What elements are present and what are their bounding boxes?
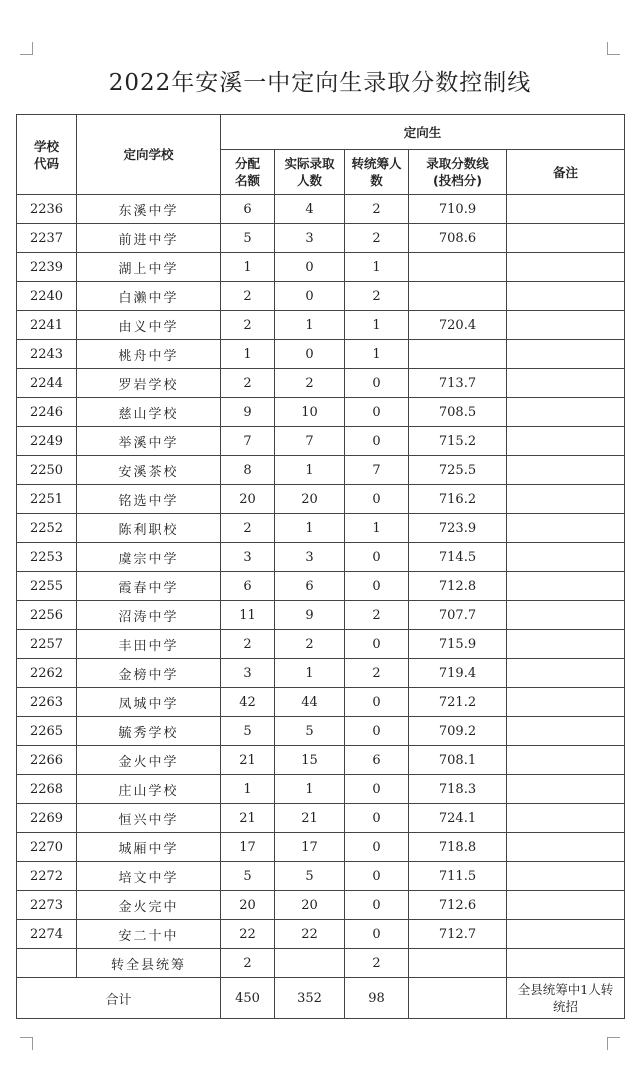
- cell-score: 711.5: [409, 862, 507, 891]
- cell-code: 2239: [17, 253, 77, 282]
- cell-quota: 2: [221, 514, 275, 543]
- cell-code: 2246: [17, 398, 77, 427]
- cell-code: 2236: [17, 195, 77, 224]
- cell-quota: 9: [221, 398, 275, 427]
- cell-remark: [507, 891, 625, 920]
- cell-score: 716.2: [409, 485, 507, 514]
- cell-transfer: 2: [345, 282, 409, 311]
- cell-code: 2262: [17, 659, 77, 688]
- cell-remark: [507, 775, 625, 804]
- cell-school: 铭选中学: [77, 485, 221, 514]
- header-group: 定向生: [221, 115, 625, 150]
- cell-transfer: 0: [345, 891, 409, 920]
- cell-quota: 1: [221, 253, 275, 282]
- cell-admitted: 1: [275, 659, 345, 688]
- cell-quota: 22: [221, 920, 275, 949]
- cell-transfer: 0: [345, 862, 409, 891]
- cell-remark: [507, 920, 625, 949]
- cell-admitted: 20: [275, 485, 345, 514]
- header-quota: 分配名额: [221, 150, 275, 195]
- admission-table: [16, 114, 625, 1019]
- cell-score: 712.7: [409, 920, 507, 949]
- cell-code: 2253: [17, 543, 77, 572]
- cell-code: 2268: [17, 775, 77, 804]
- cell-quota: 21: [221, 746, 275, 775]
- cell-admitted: 1: [275, 456, 345, 485]
- table-row: [17, 804, 625, 833]
- cell-quota: 2: [221, 949, 275, 978]
- crop-mark-bottom-left: [20, 1037, 33, 1050]
- cell-code: 2269: [17, 804, 77, 833]
- table-row: [17, 282, 625, 311]
- cell-remark: [507, 195, 625, 224]
- cell-admitted: 2: [275, 369, 345, 398]
- cell-score: 724.1: [409, 804, 507, 833]
- cell-transfer: 0: [345, 398, 409, 427]
- cell-transfer: 0: [345, 543, 409, 572]
- cell-admitted: 3: [275, 543, 345, 572]
- cell-quota: 2: [221, 630, 275, 659]
- cell-score: 719.4: [409, 659, 507, 688]
- cell-school: 慈山学校: [77, 398, 221, 427]
- cell-transfer: 1: [345, 514, 409, 543]
- cell-quota: 1: [221, 775, 275, 804]
- cell-remark: [507, 717, 625, 746]
- cell-school: 罗岩学校: [77, 369, 221, 398]
- cell-admitted: 10: [275, 398, 345, 427]
- cell-school: 金火完中: [77, 891, 221, 920]
- total-score: [409, 978, 507, 1019]
- cell-school: 安二十中: [77, 920, 221, 949]
- cell-score: 708.1: [409, 746, 507, 775]
- cell-quota: 20: [221, 485, 275, 514]
- header-code: 学校代码: [17, 115, 77, 195]
- cell-quota: 2: [221, 369, 275, 398]
- cell-admitted: 22: [275, 920, 345, 949]
- cell-admitted: 4: [275, 195, 345, 224]
- cell-quota: 2: [221, 282, 275, 311]
- cell-score: 725.5: [409, 456, 507, 485]
- table-row: [17, 949, 625, 978]
- header-admitted: 实际录取人数: [275, 150, 345, 195]
- cell-transfer: 0: [345, 804, 409, 833]
- cell-remark: [507, 224, 625, 253]
- table-row: [17, 891, 625, 920]
- cell-transfer: 0: [345, 485, 409, 514]
- table-row: [17, 253, 625, 282]
- table-row: [17, 543, 625, 572]
- cell-transfer: 0: [345, 717, 409, 746]
- total-admitted: 352: [275, 978, 345, 1019]
- cell-quota: 17: [221, 833, 275, 862]
- cell-transfer: 0: [345, 688, 409, 717]
- cell-admitted: 3: [275, 224, 345, 253]
- header-school: 定向学校: [77, 115, 221, 195]
- cell-code: 2255: [17, 572, 77, 601]
- table-row: [17, 485, 625, 514]
- cell-remark: [507, 746, 625, 775]
- cell-score: 710.9: [409, 195, 507, 224]
- table-row: [17, 746, 625, 775]
- cell-score: 714.5: [409, 543, 507, 572]
- cell-school: 丰田中学: [77, 630, 221, 659]
- cell-score: 708.5: [409, 398, 507, 427]
- cell-quota: 3: [221, 543, 275, 572]
- crop-mark-bottom-right: [607, 1037, 620, 1050]
- cell-admitted: 6: [275, 572, 345, 601]
- cell-school: 前进中学: [77, 224, 221, 253]
- cell-school: 培文中学: [77, 862, 221, 891]
- cell-admitted: 9: [275, 601, 345, 630]
- table-row: [17, 456, 625, 485]
- cell-admitted: 0: [275, 340, 345, 369]
- cell-remark: [507, 688, 625, 717]
- cell-school: 金榜中学: [77, 659, 221, 688]
- cell-score: [409, 340, 507, 369]
- cell-code: 2241: [17, 311, 77, 340]
- table-row: [17, 688, 625, 717]
- cell-code: 2270: [17, 833, 77, 862]
- cell-school: 沼涛中学: [77, 601, 221, 630]
- cell-remark: [507, 398, 625, 427]
- table-row: [17, 862, 625, 891]
- cell-school: 凤城中学: [77, 688, 221, 717]
- cell-code: 2240: [17, 282, 77, 311]
- cell-school: 湖上中学: [77, 253, 221, 282]
- cell-quota: 6: [221, 572, 275, 601]
- cell-score: 723.9: [409, 514, 507, 543]
- table-row: [17, 601, 625, 630]
- cell-code: 2249: [17, 427, 77, 456]
- table-row: [17, 659, 625, 688]
- table-row: [17, 195, 625, 224]
- cell-admitted: 0: [275, 282, 345, 311]
- cell-school: 桃舟中学: [77, 340, 221, 369]
- cell-remark: [507, 804, 625, 833]
- cell-score: 715.2: [409, 427, 507, 456]
- cell-remark: [507, 949, 625, 978]
- cell-score: 718.8: [409, 833, 507, 862]
- crop-mark-top-right: [607, 42, 620, 55]
- cell-code: 2250: [17, 456, 77, 485]
- cell-school: 霞春中学: [77, 572, 221, 601]
- cell-remark: [507, 485, 625, 514]
- cell-transfer: 2: [345, 659, 409, 688]
- cell-admitted: [275, 949, 345, 978]
- table-row: [17, 427, 625, 456]
- cell-admitted: 21: [275, 804, 345, 833]
- cell-score: 713.7: [409, 369, 507, 398]
- cell-score: 707.7: [409, 601, 507, 630]
- cell-transfer: 0: [345, 775, 409, 804]
- table-row: [17, 920, 625, 949]
- cell-transfer: 7: [345, 456, 409, 485]
- table-row: [17, 398, 625, 427]
- cell-transfer: 2: [345, 195, 409, 224]
- cell-school: 举溪中学: [77, 427, 221, 456]
- table-row: [17, 340, 625, 369]
- cell-remark: [507, 282, 625, 311]
- cell-school: 毓秀学校: [77, 717, 221, 746]
- table-row: [17, 572, 625, 601]
- cell-admitted: 5: [275, 862, 345, 891]
- cell-admitted: 1: [275, 311, 345, 340]
- cell-code: 2244: [17, 369, 77, 398]
- cell-school: 虞宗中学: [77, 543, 221, 572]
- cell-score: 712.6: [409, 891, 507, 920]
- total-remark: 全县统筹中1人转统招: [507, 978, 625, 1019]
- cell-score: 708.6: [409, 224, 507, 253]
- cell-code: 2256: [17, 601, 77, 630]
- cell-quota: 20: [221, 891, 275, 920]
- cell-quota: 3: [221, 659, 275, 688]
- cell-admitted: 7: [275, 427, 345, 456]
- cell-code: 2266: [17, 746, 77, 775]
- cell-admitted: 15: [275, 746, 345, 775]
- cell-remark: [507, 630, 625, 659]
- cell-remark: [507, 514, 625, 543]
- cell-quota: 1: [221, 340, 275, 369]
- total-quota: 450: [221, 978, 275, 1019]
- cell-remark: [507, 543, 625, 572]
- cell-score: 712.8: [409, 572, 507, 601]
- cell-admitted: 0: [275, 253, 345, 282]
- cell-score: 721.2: [409, 688, 507, 717]
- cell-quota: 8: [221, 456, 275, 485]
- cell-admitted: 17: [275, 833, 345, 862]
- cell-remark: [507, 369, 625, 398]
- cell-code: 2274: [17, 920, 77, 949]
- cell-score: 720.4: [409, 311, 507, 340]
- cell-admitted: 1: [275, 775, 345, 804]
- cell-remark: [507, 253, 625, 282]
- table-row: [17, 833, 625, 862]
- cell-admitted: 2: [275, 630, 345, 659]
- cell-quota: 7: [221, 427, 275, 456]
- cell-remark: [507, 311, 625, 340]
- cell-code: [17, 949, 77, 978]
- cell-transfer: 0: [345, 920, 409, 949]
- header-transfer: 转统筹人数: [345, 150, 409, 195]
- cell-transfer: 0: [345, 630, 409, 659]
- cell-transfer: 0: [345, 427, 409, 456]
- cell-transfer: 0: [345, 369, 409, 398]
- table-body: [17, 195, 625, 978]
- cell-code: 2273: [17, 891, 77, 920]
- cell-school: 金火中学: [77, 746, 221, 775]
- cell-school: 白濑中学: [77, 282, 221, 311]
- cell-quota: 6: [221, 195, 275, 224]
- cell-transfer: 1: [345, 340, 409, 369]
- cell-transfer: 0: [345, 572, 409, 601]
- cell-quota: 5: [221, 717, 275, 746]
- cell-school: 转全县统筹: [77, 949, 221, 978]
- cell-quota: 42: [221, 688, 275, 717]
- cell-admitted: 44: [275, 688, 345, 717]
- cell-code: 2263: [17, 688, 77, 717]
- cell-code: 2251: [17, 485, 77, 514]
- cell-score: 715.9: [409, 630, 507, 659]
- cell-remark: [507, 659, 625, 688]
- cell-score: 709.2: [409, 717, 507, 746]
- cell-school: 陈利职校: [77, 514, 221, 543]
- cell-admitted: 1: [275, 514, 345, 543]
- cell-school: 庄山学校: [77, 775, 221, 804]
- cell-school: 东溪中学: [77, 195, 221, 224]
- cell-transfer: 0: [345, 833, 409, 862]
- cell-code: 2237: [17, 224, 77, 253]
- table-row: [17, 775, 625, 804]
- cell-admitted: 5: [275, 717, 345, 746]
- cell-remark: [507, 833, 625, 862]
- total-row: [17, 978, 625, 1019]
- cell-transfer: 2: [345, 601, 409, 630]
- table-row: [17, 717, 625, 746]
- cell-score: 718.3: [409, 775, 507, 804]
- table-row: [17, 224, 625, 253]
- cell-quota: 5: [221, 224, 275, 253]
- cell-school: 恒兴中学: [77, 804, 221, 833]
- cell-remark: [507, 601, 625, 630]
- cell-code: 2272: [17, 862, 77, 891]
- cell-school: 城厢中学: [77, 833, 221, 862]
- cell-quota: 11: [221, 601, 275, 630]
- crop-mark-top-left: [20, 42, 33, 55]
- cell-transfer: 6: [345, 746, 409, 775]
- cell-remark: [507, 340, 625, 369]
- cell-code: 2243: [17, 340, 77, 369]
- cell-score: [409, 949, 507, 978]
- cell-transfer: 2: [345, 224, 409, 253]
- cell-code: 2257: [17, 630, 77, 659]
- table-row: [17, 369, 625, 398]
- cell-code: 2252: [17, 514, 77, 543]
- cell-remark: [507, 572, 625, 601]
- total-label: 合计: [17, 978, 221, 1019]
- header-remark: 备注: [507, 150, 625, 195]
- table-row: [17, 514, 625, 543]
- cell-transfer: 1: [345, 253, 409, 282]
- cell-admitted: 20: [275, 891, 345, 920]
- total-transfer: 98: [345, 978, 409, 1019]
- cell-score: [409, 282, 507, 311]
- cell-transfer: 1: [345, 311, 409, 340]
- cell-remark: [507, 862, 625, 891]
- cell-transfer: 2: [345, 949, 409, 978]
- cell-quota: 2: [221, 311, 275, 340]
- cell-quota: 5: [221, 862, 275, 891]
- document-title: 2022年安溪一中定向生录取分数控制线: [108, 70, 532, 96]
- cell-school: 安溪茶校: [77, 456, 221, 485]
- cell-score: [409, 253, 507, 282]
- header-score: 录取分数线(投档分): [409, 150, 507, 195]
- cell-remark: [507, 427, 625, 456]
- cell-school: 由义中学: [77, 311, 221, 340]
- cell-code: 2265: [17, 717, 77, 746]
- cell-remark: [507, 456, 625, 485]
- table-row: [17, 630, 625, 659]
- table-row: [17, 311, 625, 340]
- cell-quota: 21: [221, 804, 275, 833]
